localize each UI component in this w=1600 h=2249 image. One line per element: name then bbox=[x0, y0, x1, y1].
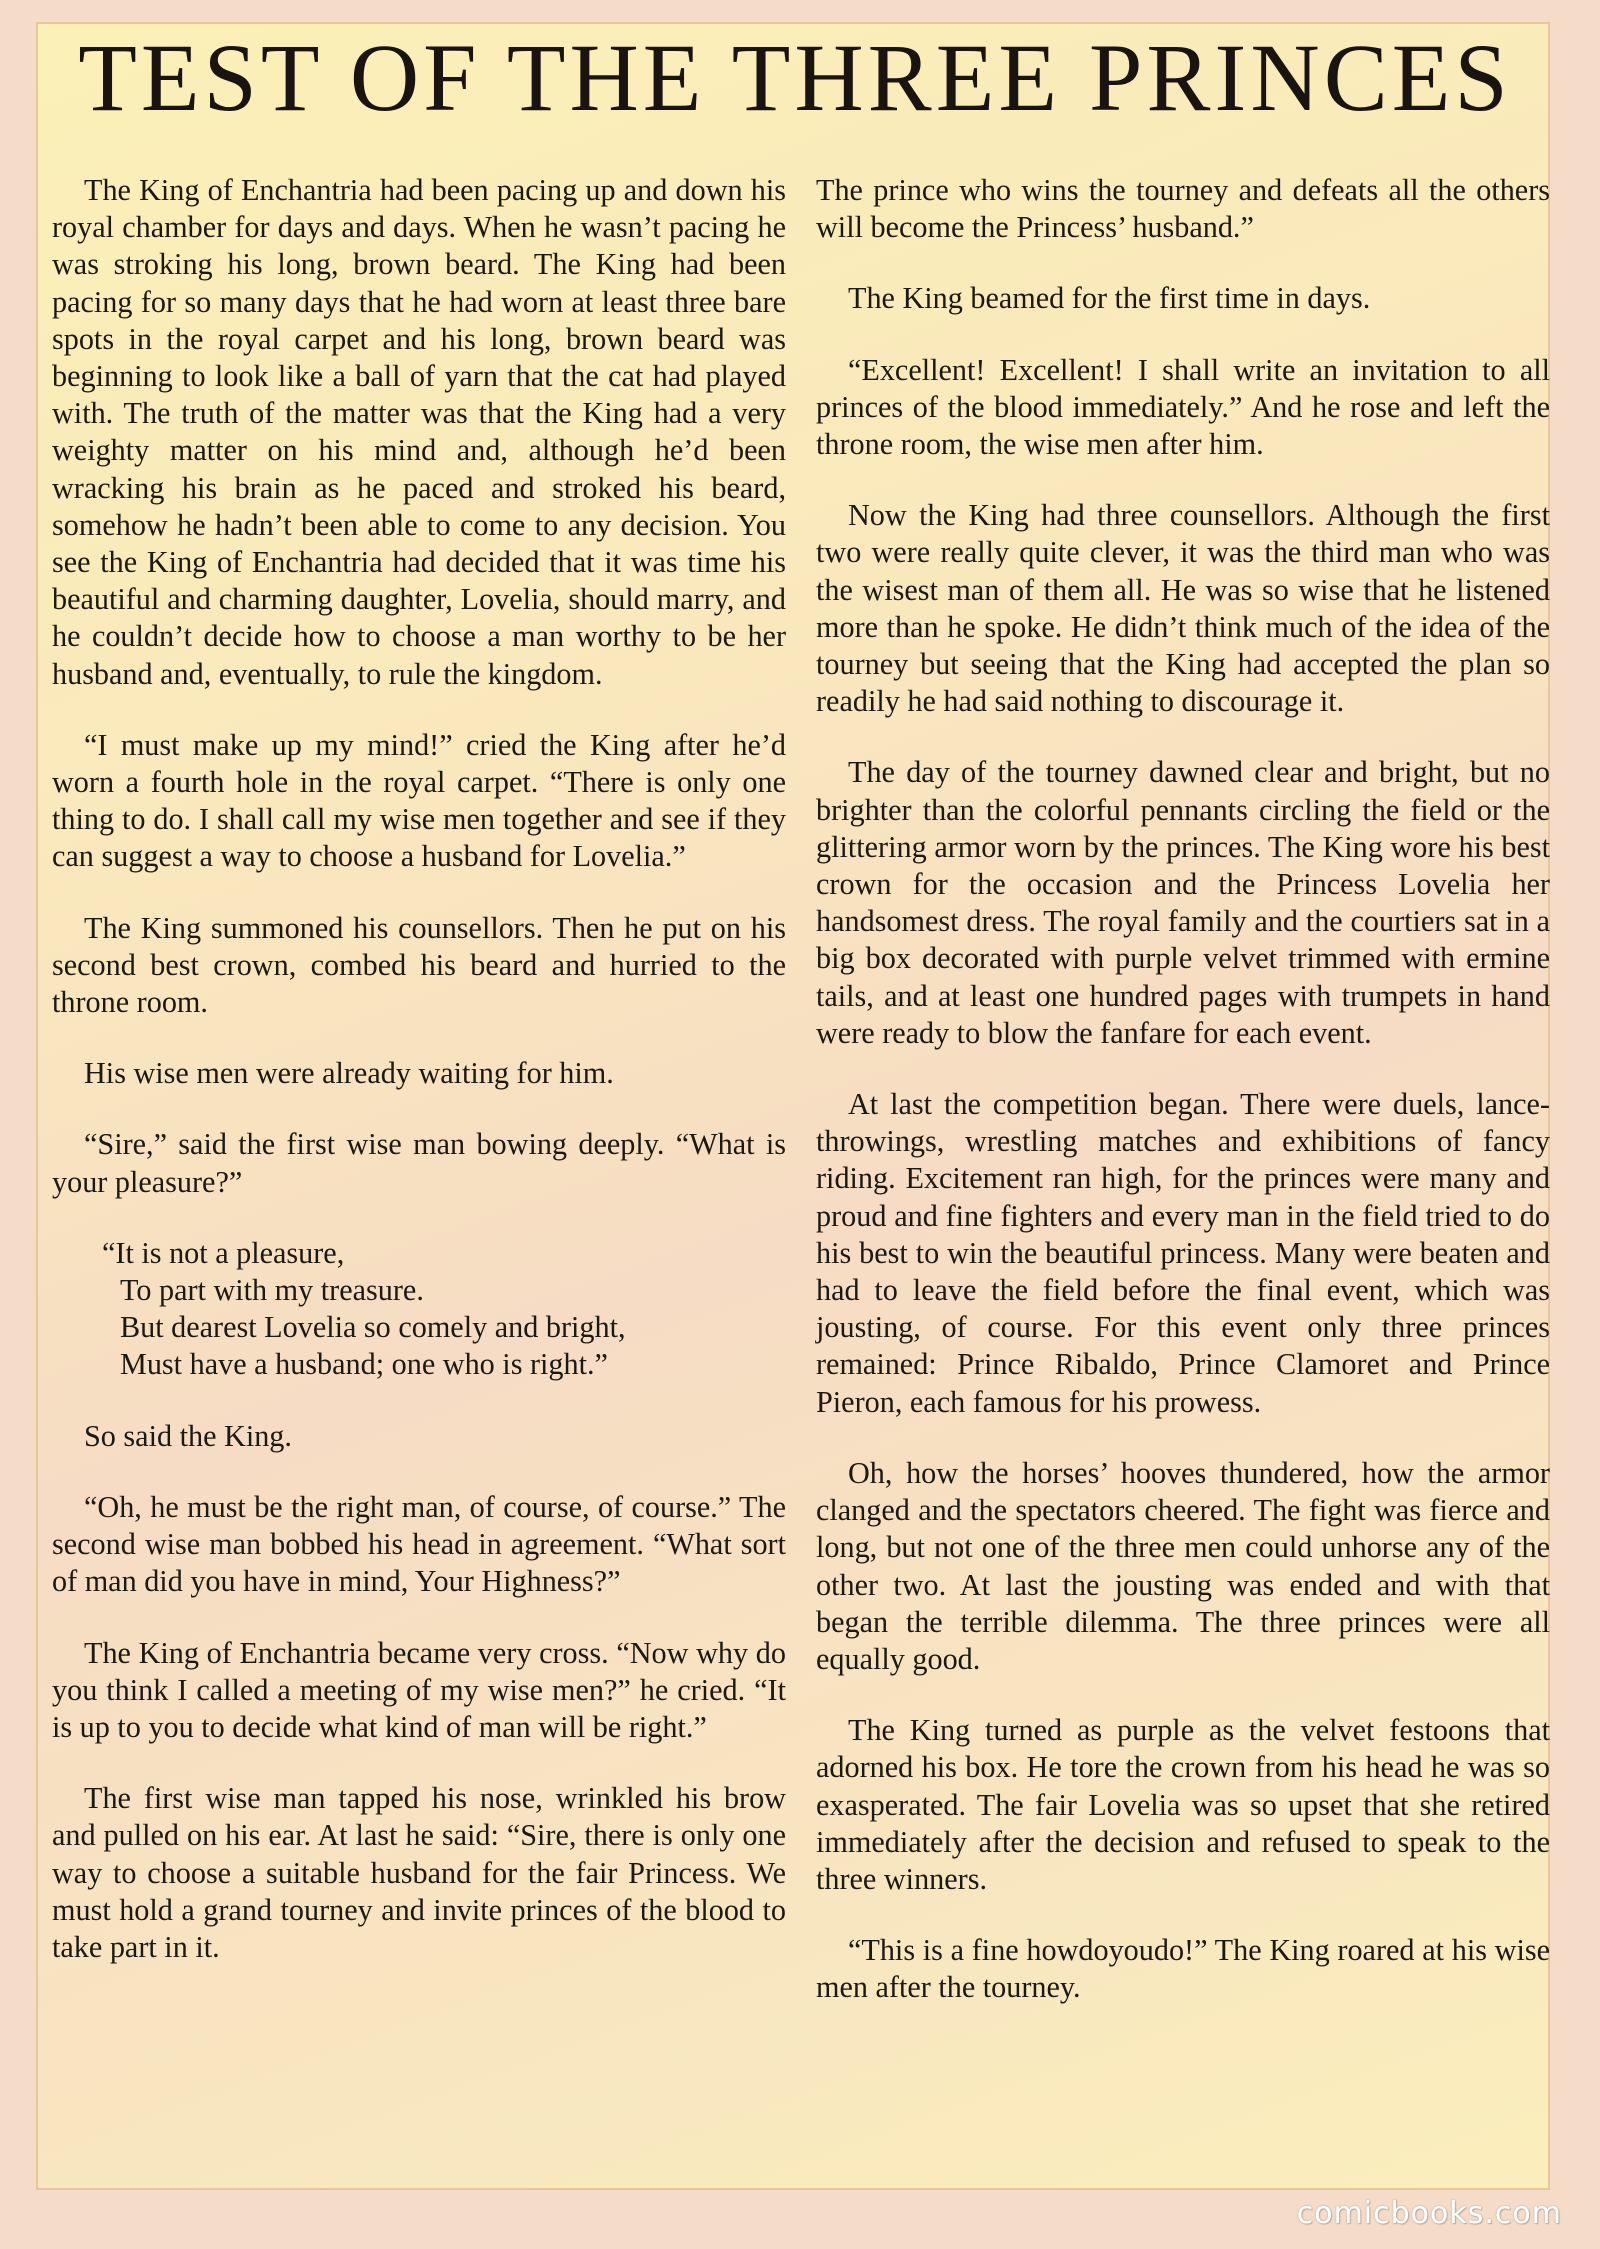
verse-line: Must have a husband; one who is right.” bbox=[120, 1347, 608, 1382]
verse-line: “It is not a pleasure, bbox=[102, 1235, 345, 1270]
paragraph: At last the competition began. There were duels, lance-throwings, wrestling matches and exhibitions of fancy riding. Excitement ran high, for the princes were many and proud and fine fighters and every man in the field tried to do his best to win the beautiful princess. Many were beaten and had to leave the field before the final event, which was jousting, of course. For this event only three princes remained: Prince Ribaldo, Prince Clamoret and Prince Pieron, each famous for his prowess. bbox=[816, 1087, 1550, 1419]
paragraph: The King summoned his counsellors. Then he put on his second best crown, combed his beard and hurried to the throne room. bbox=[52, 910, 786, 1020]
paragraph: The day of the tourney dawned clear and bright, but no brighter than the colorful pennants circling the field or the glittering armor worn by the princes. The King wore his best crown for the occasion and the Princess Lovelia her handsomest dress. The royal family and the courtiers sat in a big box decorated with purple velvet trimmed with ermine tails, and at least one hundred pages with trumpets in hand were ready to blow the fanfare for each event. bbox=[816, 755, 1550, 1050]
story-page bbox=[36, 22, 1550, 2190]
verse bbox=[102, 1235, 786, 1384]
paragraph: “I must make up my mind!” cried the King after he’d worn a fourth hole in the royal carpet. “There is only one thing to do. I shall call my wise men together and see if they can suggest a way to choose a husband for Lovelia.” bbox=[52, 727, 786, 874]
paragraph: So said the King. bbox=[84, 1418, 292, 1453]
paragraph: The King turned as purple as the velvet festoons that adorned his box. He tore the crown from his head he was so exasperated. The fair Lovelia was so upset that she retired immediately after the decision and refused to speak to the three winners. bbox=[816, 1713, 1550, 1896]
paragraph: “Sire,” said the first wise man bowing deeply. “What is your pleasure?” bbox=[52, 1127, 786, 1199]
left-column bbox=[52, 172, 786, 2000]
right-column bbox=[816, 172, 1550, 2041]
paragraph: The first wise man tapped his nose, wrinkled his brow and pulled on his ear. At last he said: “Sire, there is only one way to choose a suitable husband for the fair Princess. We must hold a grand tourney and invite princes of the blood to take part in it. bbox=[52, 1781, 786, 1964]
paragraph: “This is a fine howdoyoudo!” The King roared at his wise men after the tourney. bbox=[816, 1933, 1550, 2005]
paragraph: “Oh, he must be the right man, of course, of course.” The second wise man bobbed his head in agreement. “What sort of man did you have in mind, Your Highness?” bbox=[52, 1489, 786, 1599]
story-title: TEST OF THE THREE PRINCES bbox=[78, 24, 1512, 131]
paragraph: The King beamed for the first time in days. bbox=[848, 281, 1371, 316]
paragraph: Now the King had three counsellors. Although the first two were really quite clever, it was the third man who was the wisest man of them all. He was so wise that he listened more than he spoke. He didn’t think much of the idea of the tourney but seeing that the King had accepted the plan so readily he had said nothing to discourage it. bbox=[816, 498, 1550, 719]
site-watermark: comicbooks.com bbox=[1296, 2196, 1562, 2231]
paragraph: Oh, how the horses’ hooves thundered, how the armor clanged and the spectators cheered. The fight was fierce and long, but not one of the three men could unhorse any of the other two. At last the jousting was ended and with that began the terrible dilemma. The three princes were all equally good. bbox=[816, 1455, 1550, 1676]
paragraph: The King of Enchantria had been pacing up and down his royal chamber for days and days. When he wasn’t pacing he was stroking his long, brown beard. The King had been pacing for so many days that he had worn at least three bare spots in the royal carpet and his long, brown beard was beginning to look like a ball of yarn that the cat had played with. The truth of the matter was that the King had a very weighty matter on his mind and, although he’d been wracking his brain as he paced and stroked his beard, somehow he hadn’t been able to come to any decision. You see the King of Enchantria had decided that it was time his beautiful and charming daughter, Lovelia, should marry, and he couldn’t decide how to choose a man worthy to be her husband and, eventually, to rule the kingdom. bbox=[52, 173, 786, 691]
paragraph: “Excellent! Excellent! I shall write an invitation to all princes of the blood immediately.” And he rose and left the throne room, the wise men after him. bbox=[816, 352, 1550, 462]
paragraph: His wise men were already waiting for him. bbox=[84, 1056, 614, 1091]
paragraph: The King of Enchantria became very cross. “Now why do you think I called a meeting of my wise men?” he cried. “It is up to you to decide what kind of man will be right.” bbox=[52, 1635, 786, 1744]
verse-line: But dearest Lovelia so comely and bright, bbox=[120, 1310, 626, 1345]
paragraph: The prince who wins the tourney and defeats all the others will become the Princess’ husband.” bbox=[816, 173, 1550, 245]
verse-line: To part with my treasure. bbox=[120, 1273, 424, 1308]
